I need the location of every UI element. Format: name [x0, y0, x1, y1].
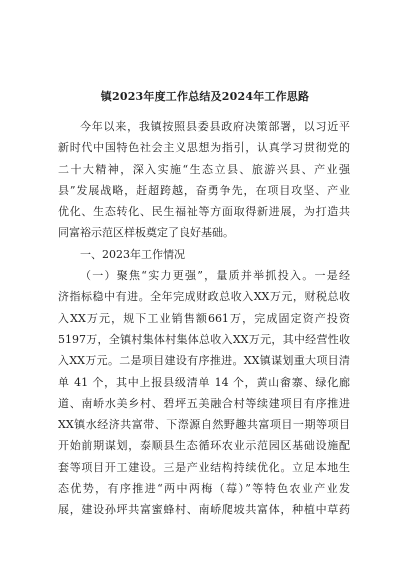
- text-line: XX镇水经济共富带、下漈源自然野趣共富项目一期等项目: [58, 418, 350, 432]
- text-line: 入XX万元，规下工业销售额661万，完成固定资产投资: [58, 311, 350, 325]
- section-heading: 一、2023年工作情况: [80, 247, 185, 261]
- text-line: 优化、生态转化、民生福祉等方面取得新进展，为打造共: [58, 205, 350, 219]
- text-line: 展，建设孙坪共富蜜蜂村、南峤爬坡共富体，种植中草药: [58, 503, 350, 517]
- text-line: 济指标稳中有进。全年完成财政总收入XX万元，财税总收: [58, 290, 350, 304]
- text-line: 新时代中国特色社会主义思想为指引，认真学习贯彻党的: [58, 141, 350, 155]
- text-line: 态优势，有序推进“两中两梅（莓）”等特色农业产业发: [58, 482, 350, 496]
- text-line: 套等项目开工建设。三是产业结构持续优化。立足本地生: [58, 460, 350, 474]
- text-line: 今年以来，我镇按照县委县政府决策部署，以习近平: [80, 120, 350, 133]
- text-line: 二十大精神，深入实施“生态立县、旅游兴县、产业强: [58, 162, 350, 176]
- document-title: 镇2023年度工作总结及2024年工作思路: [100, 90, 310, 103]
- text-line: 单 41 个，其中上报县级清单 14 个，黄山畲寨、绿化廊: [58, 375, 350, 389]
- text-line: 同富裕示范区样板奠定了良好基础。: [58, 226, 234, 240]
- text-line: 开始前期谋划，泰顺县生态循环农业示范园区基础设施配: [58, 439, 350, 453]
- text-line: 入XX万元。二是项目建设有序推进。XX镇谋划重大项目清: [58, 354, 350, 368]
- text-line: 县”发展战略，赶超跨越，奋勇争先，在项目攻坚、产业: [58, 183, 350, 197]
- text-line: 道、南峤水美乡村、碧坪五美融合村等续建项目有序推进: [58, 396, 350, 410]
- text-line: （一）聚焦“实力更强”，量质并举抓投入。一是经: [80, 269, 350, 283]
- document-body: [58, 116, 350, 521]
- text-line: 5197万，全镇村集体村集体总收入XX万元，其中经营性收: [58, 332, 350, 346]
